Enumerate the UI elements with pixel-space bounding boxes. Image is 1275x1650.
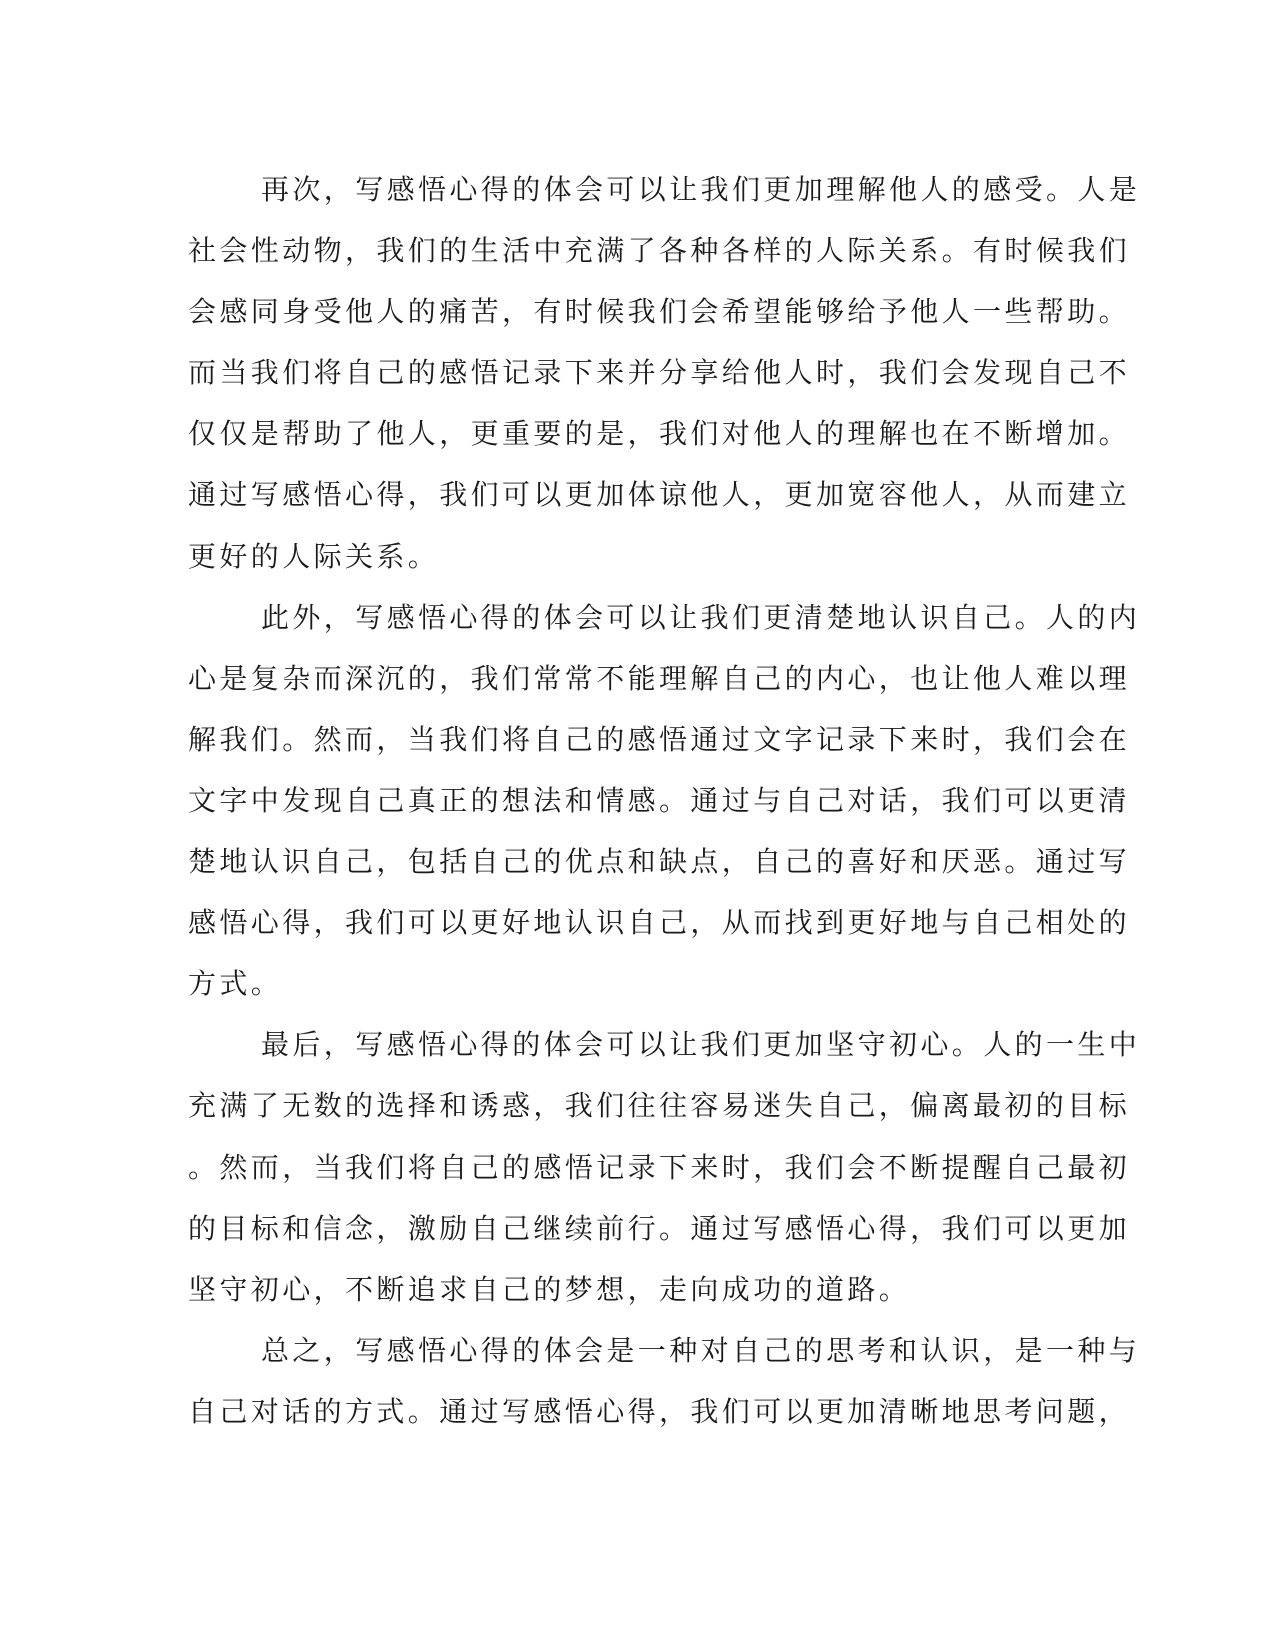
text-line: 最后，写感悟心得的体会可以让我们更加坚守初心。人的一生中 [261, 1028, 1141, 1062]
text-line: 会感同身受他人的痛苦，有时候我们会希望能够给予他人一些帮助。 [188, 295, 1131, 329]
text-line: 方式。 [188, 967, 283, 1001]
text-line: 楚地认识自己，包括自己的优点和缺点，自己的喜好和厌恶。通过写 [188, 845, 1131, 879]
text-line: 仅仅是帮助了他人，更重要的是，我们对他人的理解也在不断增加。 [188, 417, 1131, 451]
text-line: 社会性动物，我们的生活中充满了各种各样的人际关系。有时候我们 [188, 234, 1131, 268]
text-line: 的目标和信念，激励自己继续前行。通过写感悟心得，我们可以更加 [188, 1211, 1131, 1245]
text-line: 更好的人际关系。 [188, 539, 440, 573]
text-line: 而当我们将自己的感悟记录下来并分享给他人时，我们会发现自己不 [188, 356, 1131, 390]
text-line: 此外，写感悟心得的体会可以让我们更清楚地认识自己。人的内 [261, 600, 1141, 634]
text-line: 感悟心得，我们可以更好地认识自己，从而找到更好地与自己相处的 [188, 906, 1131, 940]
text-line: 通过写感悟心得，我们可以更加体谅他人，更加宽容他人，从而建立 [188, 478, 1131, 512]
text-line: 坚守初心，不断追求自己的梦想，走向成功的道路。 [188, 1272, 911, 1306]
paragraph [188, 159, 1141, 587]
text-line: 再次，写感悟心得的体会可以让我们更加理解他人的感受。人是 [261, 173, 1141, 206]
text-line: 心是复杂而深沉的，我们常常不能理解自己的内心，也让他人难以理 [188, 661, 1131, 695]
text-line: 总之，写感悟心得的体会是一种对自己的思考和认识，是一种与 [261, 1333, 1141, 1367]
paragraph [188, 587, 1141, 1015]
document-body [188, 159, 1141, 1442]
text-line: 解我们。然而，当我们将自己的感悟通过文字记录下来时，我们会在 [188, 722, 1131, 756]
text-line: 。然而，当我们将自己的感悟记录下来时，我们会不断提醒自己最初 [188, 1150, 1131, 1184]
text-line: 充满了无数的选择和诱惑，我们往往容易迷失自己，偏离最初的目标 [188, 1089, 1131, 1123]
paragraph [188, 1320, 1141, 1442]
text-line: 文字中发现自己真正的想法和情感。通过与自己对话，我们可以更清 [188, 783, 1131, 817]
paragraph [188, 1014, 1141, 1319]
text-line: 自己对话的方式。通过写感悟心得，我们可以更加清晰地思考问题， [188, 1394, 1131, 1428]
